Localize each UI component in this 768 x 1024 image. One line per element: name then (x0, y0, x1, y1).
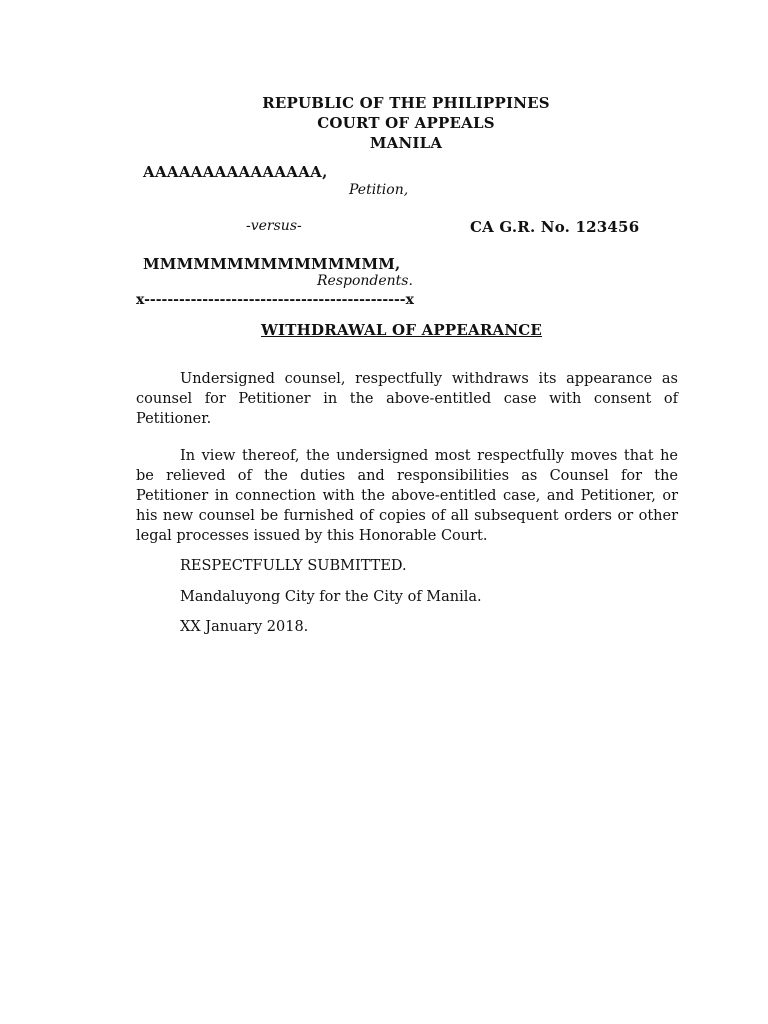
closing-date: XX January 2018. (180, 619, 309, 635)
caption-divider: x---------------------------------------------x (136, 292, 414, 308)
court-header (0, 93, 768, 153)
document-title: WITHDRAWAL OF APPEARANCE (261, 321, 543, 339)
body-paragraph-relief: In view thereof, the undersigned most respectfully moves that he be relieved of the duties and responsibilities as Counsel for the Petitioner in connection with the above-entitled case, and Petitioner, or his new counsel be furnished of copies of all subsequent orders or other legal processes issued by this Honorable Court. (136, 448, 678, 544)
court-header-court: COURT OF APPEALS (317, 114, 495, 132)
closing-place: Mandaluyong City for the City of Manila. (180, 589, 482, 605)
court-header-city: MANILA (369, 134, 443, 152)
body-paragraph-withdrawal: Undersigned counsel, respectfully withdraws its appearance as counsel for Petitioner in the above-entitled case with consent of Petitioner. (136, 371, 678, 427)
case-number: CA G.R. No. 123456 (470, 218, 640, 236)
versus-label: -versus- (246, 218, 302, 234)
respondent-role: Respondents. (317, 273, 413, 289)
petitioner-name: AAAAAAAAAAAAAAA, (143, 163, 328, 181)
respondent-name: MMMMMMMMMMMMMMM, (143, 255, 401, 273)
petitioner-role: Petition, (349, 182, 409, 198)
court-header-republic: REPUBLIC OF THE PHILIPPINES (262, 94, 550, 112)
closing-submitted: RESPECTFULLY SUBMITTED. (180, 558, 407, 574)
